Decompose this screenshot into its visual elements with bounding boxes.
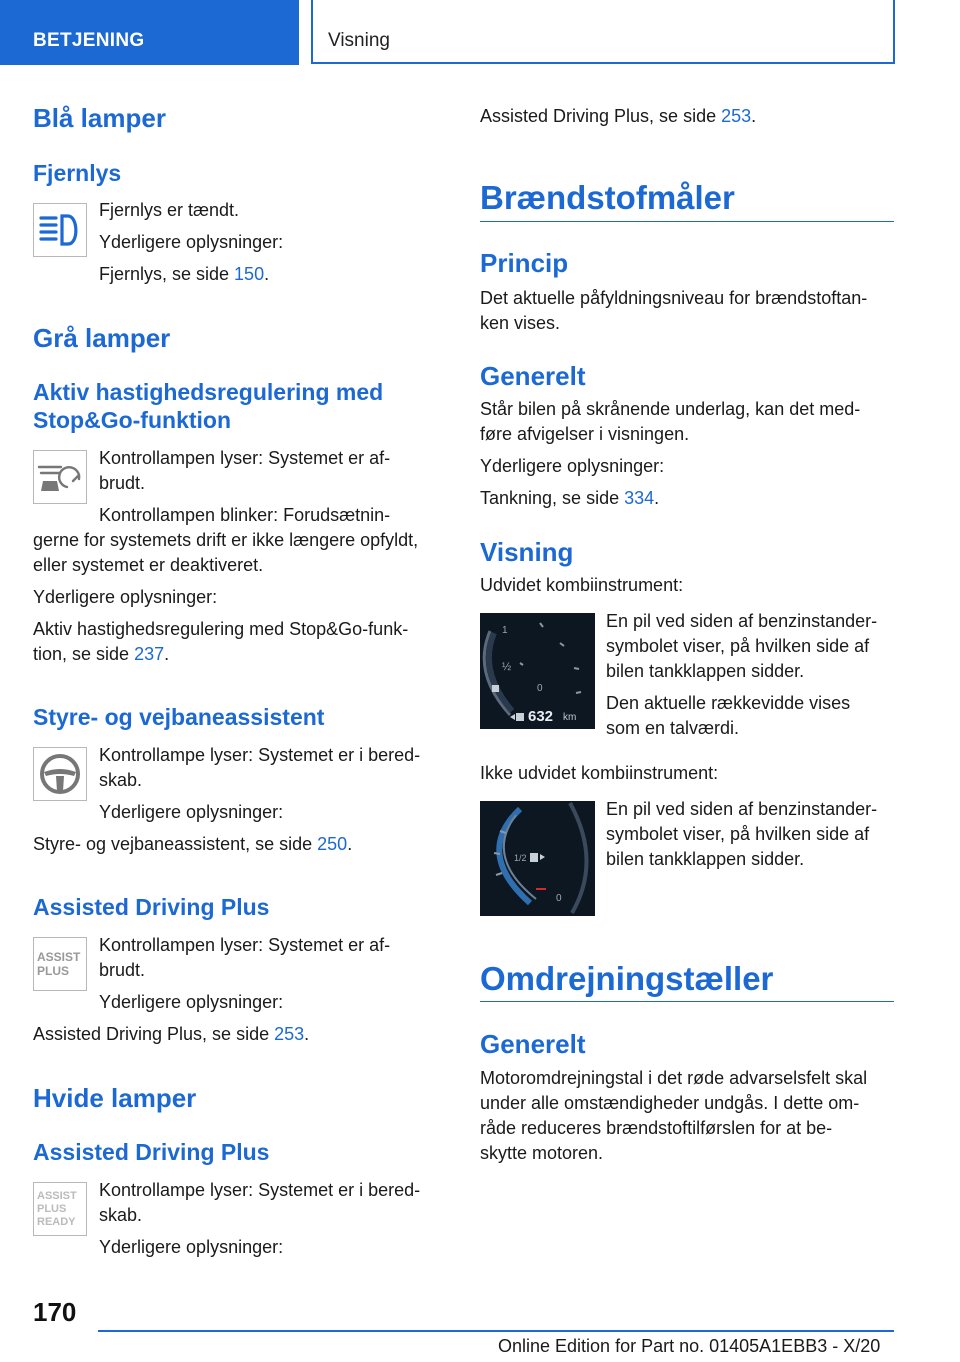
heading-principle: Princip bbox=[480, 248, 569, 278]
fuel-gauge-extended-image bbox=[480, 613, 595, 729]
ref-text: Assisted Driving Plus, se side bbox=[33, 1024, 275, 1044]
ref-text: Fjernlys, se side bbox=[99, 264, 235, 284]
ref-text: Tankning, se side bbox=[480, 488, 625, 508]
general-l2: føre afvigelser i visningen. bbox=[480, 424, 690, 444]
fuel-gauge-standard-image bbox=[480, 801, 595, 916]
range-unit: km bbox=[563, 712, 577, 723]
page-link-253-right[interactable]: 253 bbox=[721, 106, 752, 126]
ref-end: . bbox=[264, 264, 270, 284]
page-link-253[interactable]: 253 bbox=[274, 1024, 305, 1044]
adp-ref bbox=[33, 1022, 309, 1047]
heading-general-fuel: Generelt bbox=[480, 361, 586, 391]
page-number: 170 bbox=[33, 1297, 77, 1327]
heading-display: Visning bbox=[480, 537, 574, 567]
acc-t2: brudt. bbox=[99, 473, 146, 493]
display1-l2: symbolet viser, på hvilken side af bbox=[606, 636, 870, 656]
ref-text: Styre- og vejbaneassistent, se side bbox=[33, 834, 318, 854]
heading-blue-lamps: Blå lamper bbox=[33, 103, 166, 133]
ref-end: . bbox=[654, 488, 660, 508]
general-l3: Yderligere oplysninger: bbox=[480, 456, 665, 476]
heading-general-rpm: Generelt bbox=[480, 1029, 586, 1059]
fjernlys-line1: Fjernlys er tændt. bbox=[99, 200, 240, 220]
acc-t1: Kontrollampen lyser: Systemet er af- bbox=[99, 448, 391, 468]
heading-steering: Styre- og vejbaneassistent bbox=[33, 704, 325, 730]
refuel-ref bbox=[480, 486, 659, 511]
heading-white-lamps: Hvide lamper bbox=[33, 1083, 197, 1113]
rpm-l3: råde reduceres brændstoftilførslen for at be- bbox=[480, 1118, 833, 1138]
high-beam-icon bbox=[33, 203, 87, 257]
adp-t1: Kontrollampen lyser: Systemet er af- bbox=[99, 935, 391, 955]
principle-l2: ken vises. bbox=[480, 313, 561, 333]
principle-l1: Det aktuelle påfyldningsniveau for brændstoftan- bbox=[480, 288, 868, 308]
gauge2-tick-half: 1/2 bbox=[514, 853, 527, 863]
assist-plus-icon-l1: ASSIST bbox=[37, 950, 81, 964]
topic-header bbox=[311, 0, 895, 64]
ref-end: . bbox=[304, 1024, 310, 1044]
assist-ready-icon-l3: READY bbox=[37, 1215, 76, 1228]
acc-t3: Kontrollampen blinker: Forudsætnin- bbox=[99, 505, 391, 525]
assist-ready-icon-l2: PLUS bbox=[37, 1202, 67, 1215]
display2-l1: En pil ved siden af benzinstander- bbox=[606, 799, 878, 819]
cruise-control-icon bbox=[33, 450, 87, 504]
general-l1: Står bilen på skrånende underlag, kan det med- bbox=[480, 399, 861, 419]
display-intro: Udvidet kombiinstrument: bbox=[480, 575, 684, 595]
adp-t3: Yderligere oplysninger: bbox=[99, 992, 284, 1012]
heading-acc-l1: Aktiv hastighedsregulering med bbox=[33, 379, 384, 405]
adp-cont-ref bbox=[480, 104, 756, 129]
rpm-l1: Motoromdrejningstal i det røde advarselsfelt skal bbox=[480, 1068, 868, 1088]
display-intro2: Ikke udvidet kombiinstrument: bbox=[480, 763, 719, 783]
ref-text: tion, se side bbox=[33, 644, 135, 664]
footer-edition: Online Edition for Part no. 01405A1EBB3 - X/20 bbox=[498, 1336, 881, 1356]
acc-ref bbox=[33, 642, 169, 667]
footer-rule bbox=[98, 1330, 894, 1332]
steering-wheel-icon bbox=[33, 747, 87, 801]
ref-end: . bbox=[347, 834, 353, 854]
adp-ready-t1: Kontrollampe lyser: Systemet er i bered- bbox=[99, 1180, 421, 1200]
page-link-250[interactable]: 250 bbox=[317, 834, 348, 854]
display2-l2: symbolet viser, på hvilken side af bbox=[606, 824, 870, 844]
section-label: BETJENING bbox=[33, 30, 145, 51]
display1-l3: bilen tankklappen sidder. bbox=[606, 661, 805, 681]
page-link-237[interactable]: 237 bbox=[134, 644, 165, 664]
assist-plus-icon bbox=[33, 937, 87, 991]
rpm-l4: skytte motoren. bbox=[480, 1143, 604, 1163]
ref-end: . bbox=[751, 106, 757, 126]
range-value: 632 bbox=[528, 708, 554, 725]
gauge1-tick-half: ½ bbox=[502, 661, 512, 673]
steering-t3: Yderligere oplysninger: bbox=[99, 802, 284, 822]
heading-fjernlys: Fjernlys bbox=[33, 160, 122, 186]
acc-t5: eller systemet er deaktiveret. bbox=[33, 555, 264, 575]
fjernlys-ref bbox=[99, 262, 269, 287]
gauge1-tick-0: 0 bbox=[537, 683, 543, 694]
page-link-334[interactable]: 334 bbox=[624, 488, 655, 508]
ref-text: Assisted Driving Plus, se side bbox=[480, 106, 722, 126]
heading-fuel-gauge: Brændstofmåler bbox=[480, 179, 735, 216]
adp-ready-t2: skab. bbox=[99, 1205, 143, 1225]
acc-t6: Yderligere oplysninger: bbox=[33, 587, 218, 607]
topic-label: Visning bbox=[328, 30, 390, 51]
ref-end: . bbox=[164, 644, 170, 664]
adp-ready-t3: Yderligere oplysninger: bbox=[99, 1237, 284, 1257]
heading-tachometer: Omdrejningstæller bbox=[480, 960, 774, 997]
assist-plus-icon-l2: PLUS bbox=[37, 964, 70, 978]
adp-t2: brudt. bbox=[99, 960, 146, 980]
display2-l3: bilen tankklappen sidder. bbox=[606, 849, 805, 869]
heading-rule bbox=[480, 221, 894, 222]
assist-ready-icon-l1: ASSIST bbox=[37, 1189, 77, 1202]
gauge2-tick-0: 0 bbox=[556, 893, 562, 904]
display1-l4: Den aktuelle rækkevidde vises bbox=[606, 693, 851, 713]
page-link-150[interactable]: 150 bbox=[234, 264, 265, 284]
display1-l5: som en talværdi. bbox=[606, 718, 740, 738]
fjernlys-line2: Yderligere oplysninger: bbox=[99, 232, 284, 252]
assist-plus-ready-icon bbox=[33, 1182, 87, 1236]
heading-grey-lamps: Grå lamper bbox=[33, 323, 171, 353]
section-tab bbox=[0, 0, 299, 65]
heading-adp: Assisted Driving Plus bbox=[33, 894, 270, 920]
heading-adp-ready: Assisted Driving Plus bbox=[33, 1139, 270, 1165]
heading-rule bbox=[480, 1001, 894, 1002]
acc-t7: Aktiv hastighedsregulering med Stop&Go-funk- bbox=[33, 619, 409, 639]
steering-ref bbox=[33, 832, 352, 857]
rpm-l2: under alle omstændigheder undgås. I dette om- bbox=[480, 1093, 860, 1113]
steering-t1: Kontrollampe lyser: Systemet er i bered- bbox=[99, 745, 421, 765]
acc-t4: gerne for systemets drift er ikke længere opfyldt, bbox=[33, 530, 419, 550]
heading-acc-l2: Stop&Go-funktion bbox=[33, 407, 232, 433]
steering-t2: skab. bbox=[99, 770, 143, 790]
display1-l1: En pil ved siden af benzinstander- bbox=[606, 611, 878, 631]
gauge1-tick-1: 1 bbox=[502, 625, 508, 636]
